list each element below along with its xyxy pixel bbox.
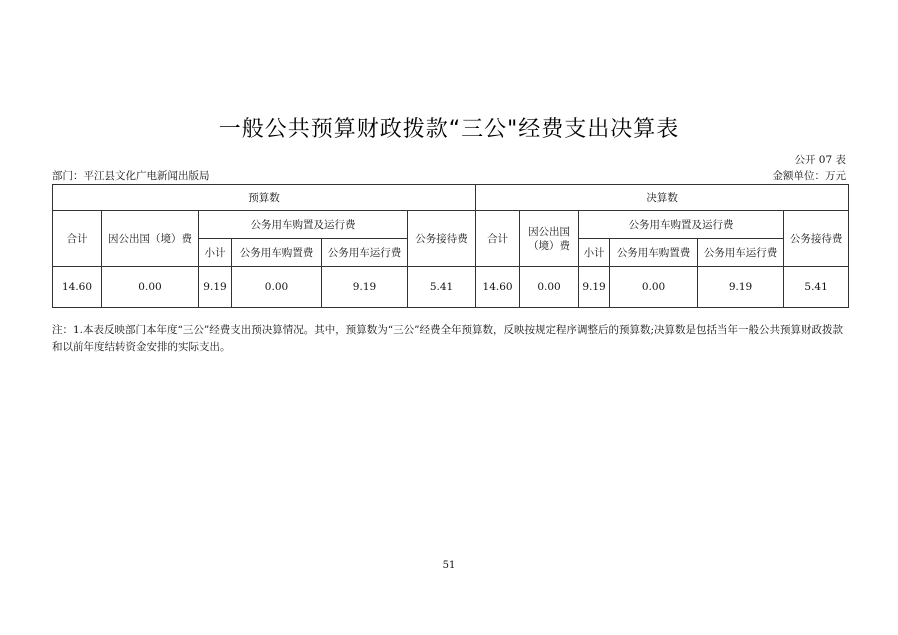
budget-subtotal-value: 9.19 (199, 267, 232, 308)
three-public-expenses-table (52, 184, 849, 308)
final-abroad-value: 0.00 (520, 267, 579, 308)
table-row (53, 267, 849, 308)
budget-abroad-value: 0.00 (102, 267, 199, 308)
budget-purchase-value: 0.00 (232, 267, 322, 308)
final-subtotal-value: 9.19 (579, 267, 610, 308)
budget-total-header: 合计 (53, 211, 102, 267)
final-reception-header: 公务接待费 (784, 211, 849, 267)
header-row-1 (53, 185, 849, 211)
budget-abroad-header: 因公出国（境）费 (102, 211, 199, 267)
budget-purchase-header: 公务用车购置费 (232, 239, 322, 267)
final-operation-value: 9.19 (698, 267, 784, 308)
budget-reception-header: 公务接待费 (408, 211, 476, 267)
table-number: 公开 07 表 (794, 154, 846, 166)
page-number: 51 (442, 560, 456, 571)
department-label: 部门：平江县文化广电新闻出版局 (52, 170, 210, 182)
budget-subtotal-header: 小计 (199, 239, 232, 267)
final-vehicle-group-header: 公务用车购置及运行费 (579, 211, 784, 239)
final-header: 决算数 (476, 185, 849, 211)
final-purchase-header: 公务用车购置费 (610, 239, 698, 267)
unit-label: 金额单位：万元 (772, 170, 846, 182)
budget-total-value: 14.60 (53, 267, 102, 308)
footnote: 注：1.本表反映部门本年度“三公”经费支出预决算情况。其中，预算数为“三公”经费全年预算数，反映按规定程序调整后的预算数;决算数是包括当年一般公共预算财政拨款和以前年度结转资金安排的实际支出。 (52, 324, 844, 353)
final-subtotal-header: 小计 (579, 239, 610, 267)
final-total-header: 合计 (476, 211, 520, 267)
final-operation-header: 公务用车运行费 (698, 239, 784, 267)
page-title: 一般公共预算财政拨款“三公"经费支出决算表 (218, 117, 680, 142)
header-row-2 (53, 211, 849, 239)
budget-reception-value: 5.41 (408, 267, 476, 308)
budget-header: 预算数 (53, 185, 476, 211)
final-abroad-header: 因公出国（境）费 (520, 211, 579, 267)
final-reception-value: 5.41 (784, 267, 849, 308)
budget-vehicle-group-header: 公务用车购置及运行费 (199, 211, 408, 239)
final-total-value: 14.60 (476, 267, 520, 308)
budget-operation-value: 9.19 (322, 267, 408, 308)
final-purchase-value: 0.00 (610, 267, 698, 308)
budget-operation-header: 公务用车运行费 (322, 239, 408, 267)
